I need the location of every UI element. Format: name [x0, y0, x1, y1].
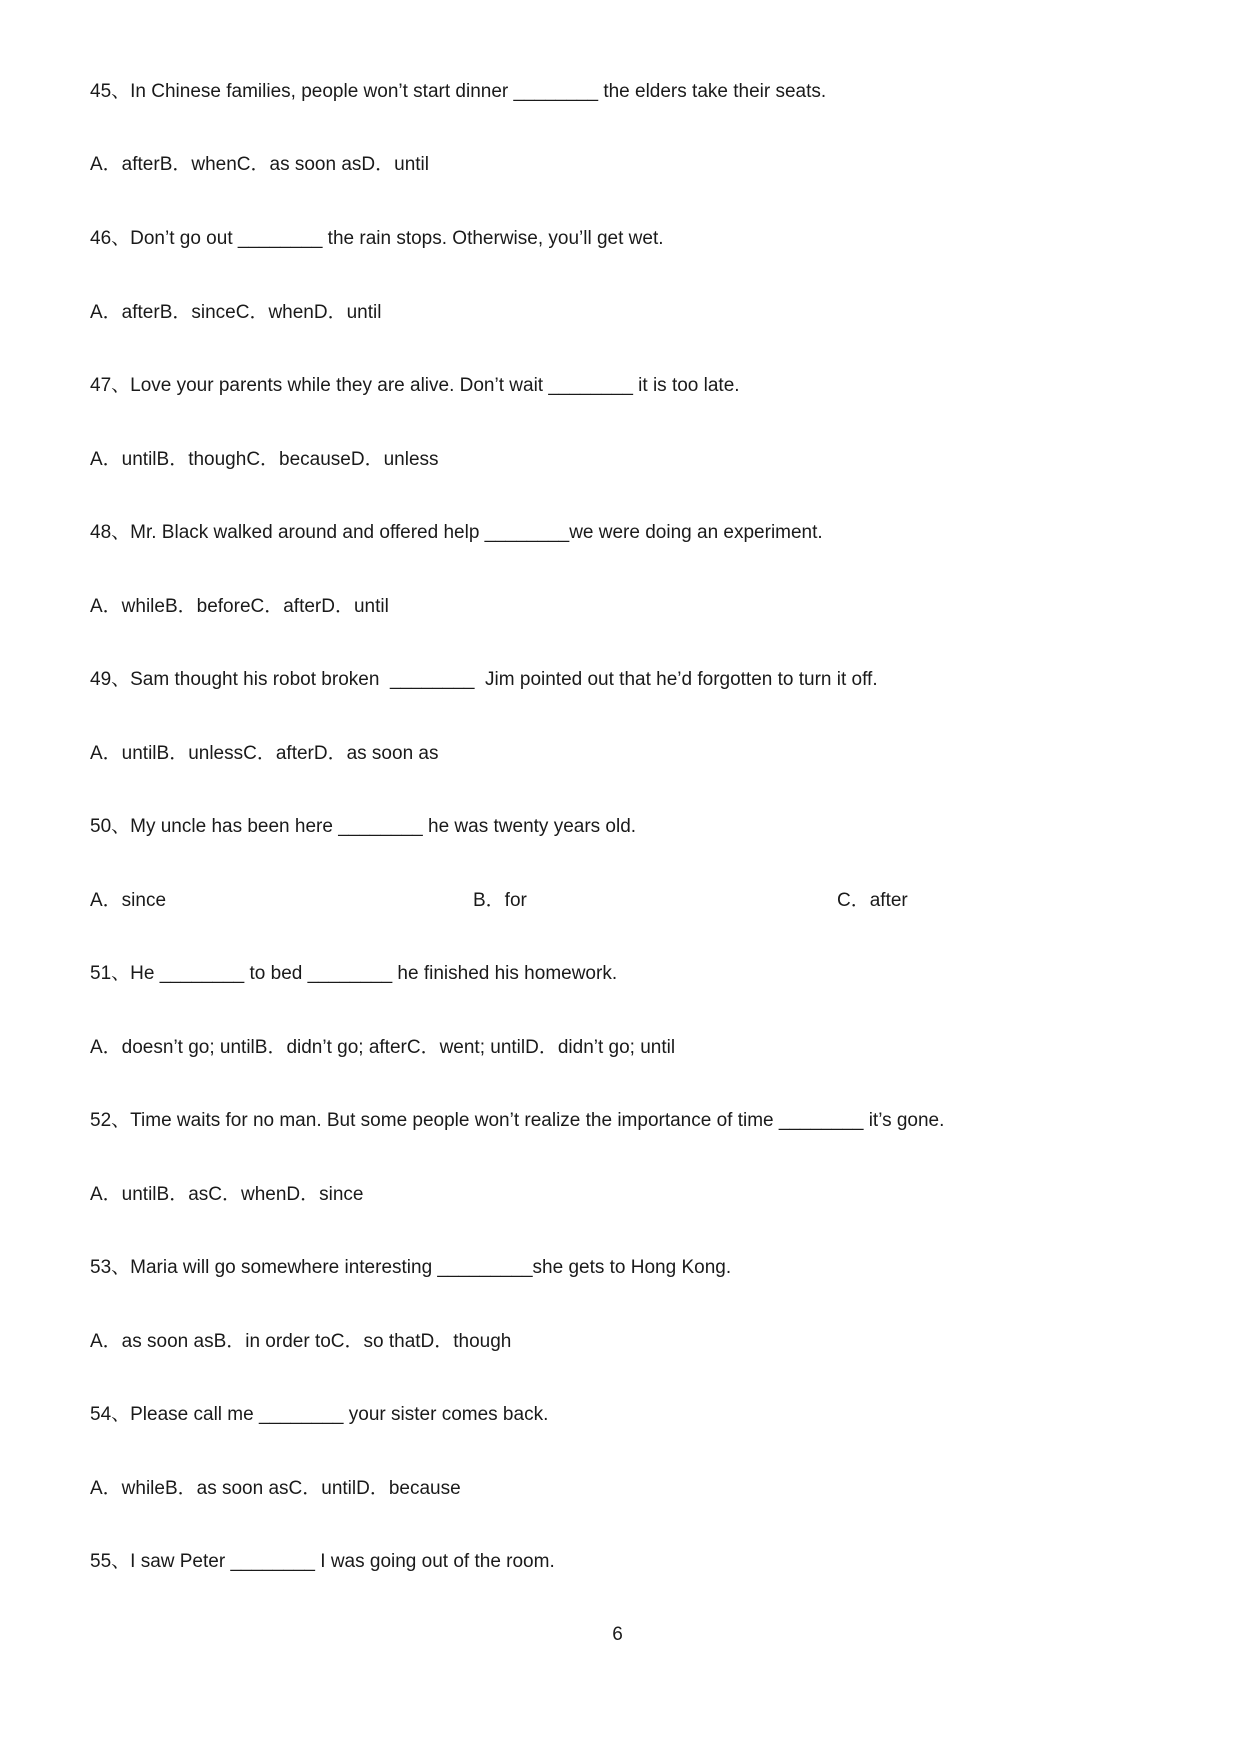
question-45-options: A．afterB．whenC．as soon asD．until — [90, 154, 429, 175]
question-50-option-b: B．for — [473, 890, 527, 911]
question-45-stem: 45、In Chinese families, people won’t start dinner ________ the elders take their seats. — [90, 81, 827, 102]
question-46-stem: 46、Don’t go out ________ the rain stops. Otherwise, you’ll get wet. — [90, 228, 664, 249]
question-48-stem: 48、Mr. Black walked around and offered help ________we were doing an experiment. — [90, 522, 823, 543]
question-52-stem: 52、Time waits for no man. But some people won’t realize the importance of time ________ it’s gone. — [90, 1110, 945, 1131]
question-50-stem: 50、My uncle has been here ________ he was twenty years old. — [90, 816, 637, 837]
question-46-options: A．afterB．sinceC．whenD．until — [90, 302, 382, 323]
question-55-stem: 55、I saw Peter ________ I was going out of the room. — [90, 1551, 555, 1572]
question-53-options: A．as soon asB．in order toC．so thatD．though — [90, 1331, 512, 1352]
question-53-stem: 53、Maria will go somewhere interesting _________she gets to Hong Kong. — [90, 1257, 732, 1278]
question-49-options: A．untilB．unlessC．afterD．as soon as — [90, 743, 439, 764]
question-51-options: A．doesn’t go; untilB．didn’t go; afterC．went; untilD．didn’t go; until — [90, 1037, 676, 1058]
question-51-stem: 51、He ________ to bed ________ he finished his homework. — [90, 963, 618, 984]
question-52-options: A．untilB．asC．whenD．since — [90, 1184, 364, 1205]
question-49-stem: 49、Sam thought his robot broken ________ Jim pointed out that he’d forgotten to turn it off. — [90, 669, 878, 690]
question-50-option-a: A．since — [90, 890, 167, 911]
page-number: 6 — [612, 1624, 623, 1645]
question-50-option-c: C．after — [837, 890, 908, 911]
question-54-stem: 54、Please call me ________ your sister comes back. — [90, 1404, 549, 1425]
question-47-stem: 47、Love your parents while they are alive. Don’t wait ________ it is too late. — [90, 375, 740, 396]
question-47-options: A．untilB．thoughC．becauseD．unless — [90, 449, 439, 470]
question-54-options: A．whileB．as soon asC．untilD．because — [90, 1478, 461, 1499]
question-48-options: A．whileB．beforeC．afterD．until — [90, 596, 389, 617]
